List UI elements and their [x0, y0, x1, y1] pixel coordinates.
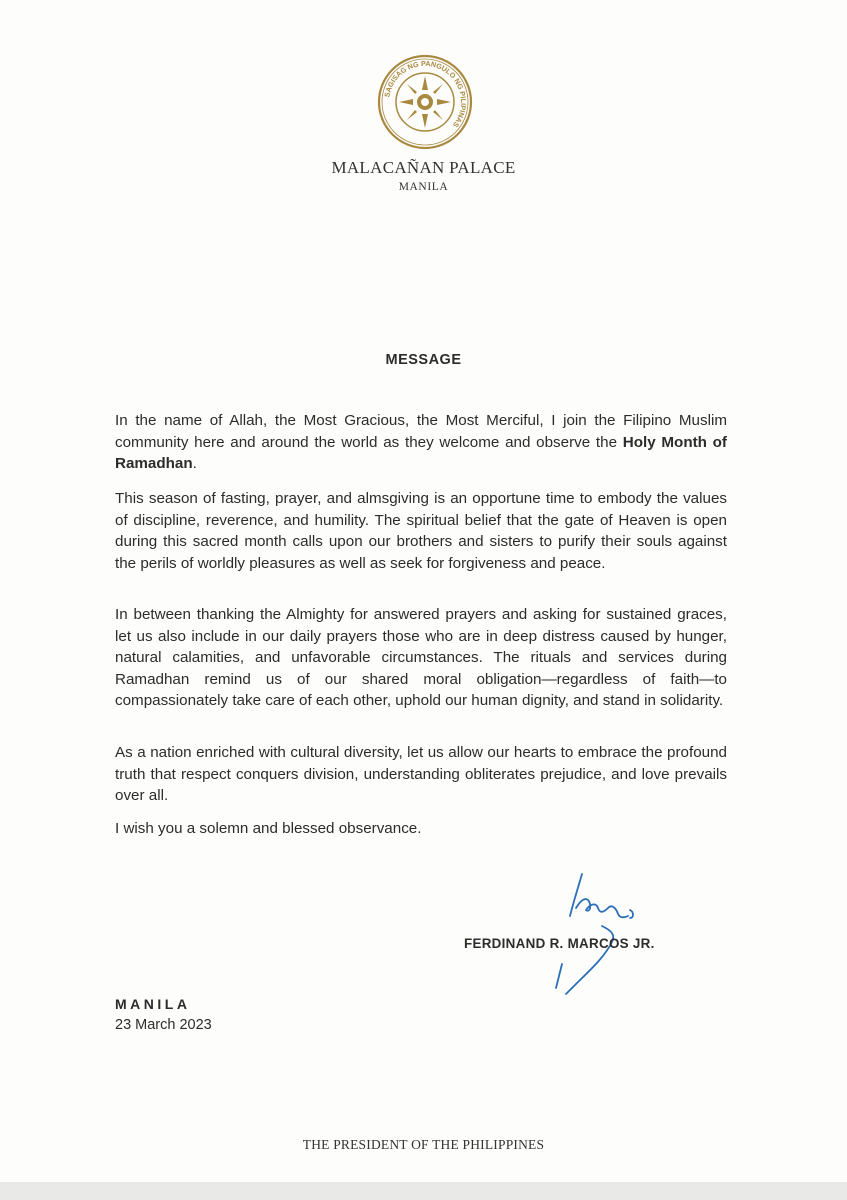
handwritten-signature-icon: [504, 868, 644, 998]
page-bottom-edge: [0, 1182, 847, 1200]
letterhead-city: MANILA: [398, 181, 449, 193]
seal-ring-text: SAGISAG NG PANGULO NG PILIPINAS: [382, 58, 469, 130]
signoff-place: MANILA: [115, 996, 191, 1012]
letterhead-palace: MALACAÑAN PALACE: [331, 158, 516, 177]
paragraph-1-end: .: [192, 455, 197, 473]
signoff-date: 23 March 2023: [115, 1017, 212, 1033]
signer-name: FERDINAND R. MARCOS JR.: [464, 936, 655, 951]
paragraph-1-bold: Holy Month of Ramadhan: [115, 433, 727, 473]
paragraph-5: I wish you a solemn and blessed observance.: [115, 820, 422, 837]
footer-title: THE PRESIDENT OF THE PHILIPPINES: [302, 1137, 545, 1152]
paragraph-3: In between thanking the Almighty for answered prayers and asking for sustained graces, let us also include in our daily prayers those who are in deep distress caused by hunger, natural calamities, and unfavorable circumstances. The rituals and services during Ramadhan remind us of our shared moral obligation—regardless of faith—to compassionately take care of each other, uphold our human dignity, and stand in solidarity.: [115, 606, 727, 710]
presidential-seal-icon: [377, 54, 473, 150]
paragraph-4: As a nation enriched with cultural diversity, let us allow our hearts to embrace the profound truth that respect conquers division, understanding obliterates prejudice, and love prevails over all.: [115, 744, 727, 805]
paragraph-2: This season of fasting, prayer, and almsgiving is an opportune time to embody the values of discipline, reverence, and humility. The spiritual belief that the gate of Heaven is open during this sacred month calls upon our brothers and sisters to purify their souls against the perils of worldly pleasures as well as seek for forgiveness and peace.: [115, 490, 727, 572]
paragraph-1-text: In the name of Allah, the Most Gracious, the Most Merciful, I join the Filipino Muslim community here and around the world as they welcome and observe the: [115, 412, 727, 451]
message-heading: MESSAGE: [385, 352, 462, 368]
paragraph-1: [115, 410, 727, 475]
